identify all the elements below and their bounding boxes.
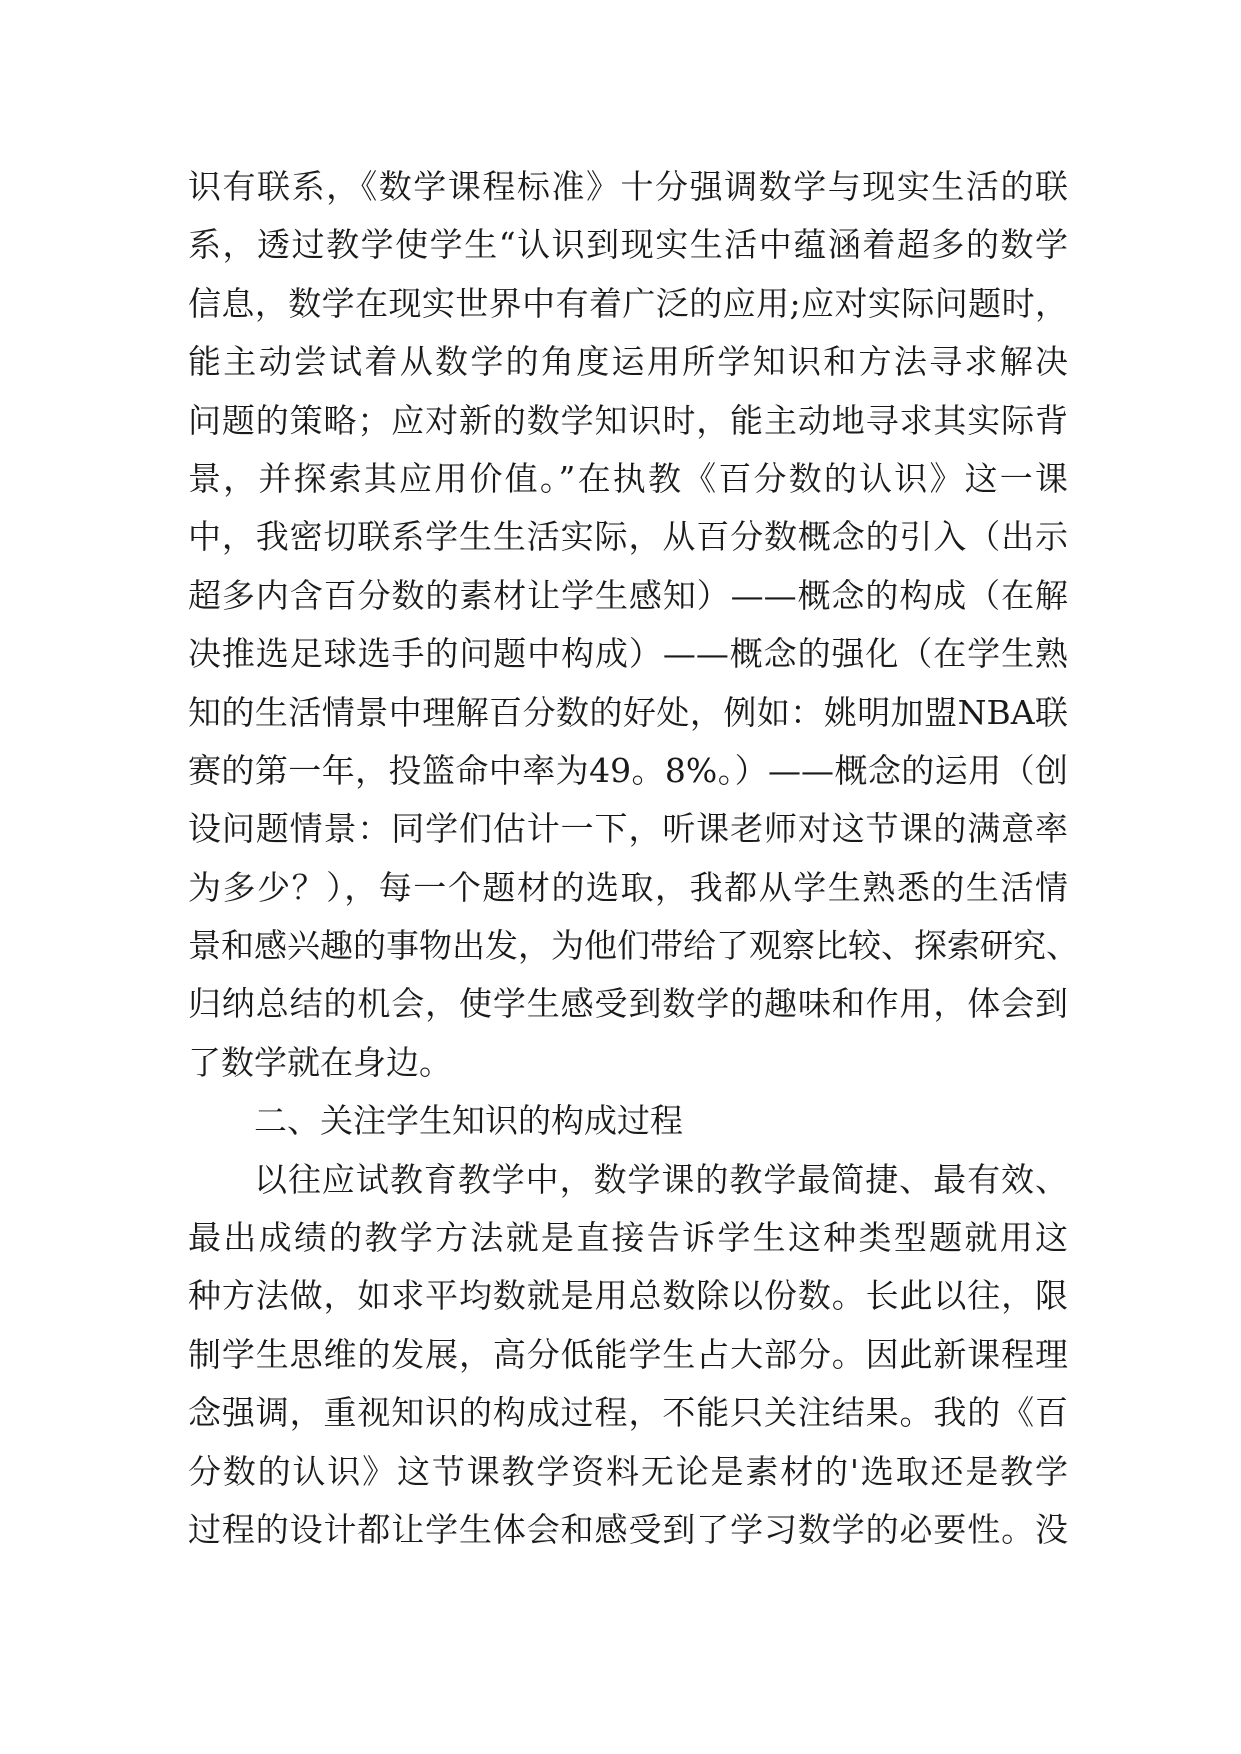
body-text	[188, 158, 1079, 1559]
text-line: 识有联系，《数学课程标准》十分强调数学与现实生活的联	[188, 167, 1068, 206]
text-line: 归纳总结的机会，使学生感受到数学的趣味和作用，体会到	[188, 984, 1068, 1024]
section-heading: 二、关注学生知识的构成过程	[254, 1101, 683, 1141]
text-line: 以往应试教育教学中，数学课的教学最简捷、最有效、	[254, 1159, 1068, 1199]
text-line: 景，并探索其应用价值。”在执教《百分数的认识》这一课	[188, 458, 1068, 498]
text-line: 分数的认识》这节课教学资料无论是素材的'选取还是教学	[188, 1451, 1068, 1491]
text-line: 过程的设计都让学生体会和感受到了学习数学的必要性。没	[188, 1509, 1068, 1549]
text-line: 超多内含百分数的素材让学生感知）——概念的构成（在解	[188, 575, 1068, 615]
text-line: 信息，数学在现实世界中有着广泛的应用;应对实际问题时，	[188, 283, 1068, 323]
text-line: 问题的策略；应对新的数学知识时，能主动地寻求其实际背	[188, 400, 1068, 440]
text-line: 制学生思维的发展，高分低能学生占大部分。因此新课程理	[188, 1334, 1068, 1374]
text-line: 景和感兴趣的事物出发，为他们带给了观察比较、探索研究、	[188, 926, 1079, 966]
text-line: 最出成绩的教学方法就是直接告诉学生这种类型题就用这	[188, 1218, 1068, 1258]
text-line: 系，透过教学使学生“认识到现实生活中蕴涵着超多的数学	[188, 225, 1068, 265]
text-line: 设问题情景：同学们估计一下，听课老师对这节课的满意率	[188, 809, 1068, 849]
text-line: 决推选足球选手的问题中构成）——概念的强化（在学生熟	[188, 634, 1068, 674]
text-line: 能主动尝试着从数学的角度运用所学知识和方法寻求解决	[188, 342, 1068, 382]
text-line: 中，我密切联系学生生活实际，从百分数概念的引入（出示	[188, 517, 1068, 557]
text-line: 知的生活情景中理解百分数的好处，例如：姚明加盟NBA联	[188, 692, 1068, 732]
text-line: 念强调，重视知识的构成过程，不能只关注结果。我的《百	[188, 1393, 1068, 1433]
paragraph-1	[188, 158, 1079, 1092]
text-line: 赛的第一年，投篮命中率为49。8%。）——概念的运用（创	[188, 750, 1068, 790]
paragraph-2	[188, 1151, 1068, 1560]
text-line: 了数学就在身边。	[188, 1042, 452, 1082]
text-line: 种方法做，如求平均数就是用总数除以份数。长此以往，限	[188, 1276, 1068, 1316]
text-line: 为多少？），每一个题材的选取，我都从学生熟悉的生活情	[188, 867, 1068, 907]
